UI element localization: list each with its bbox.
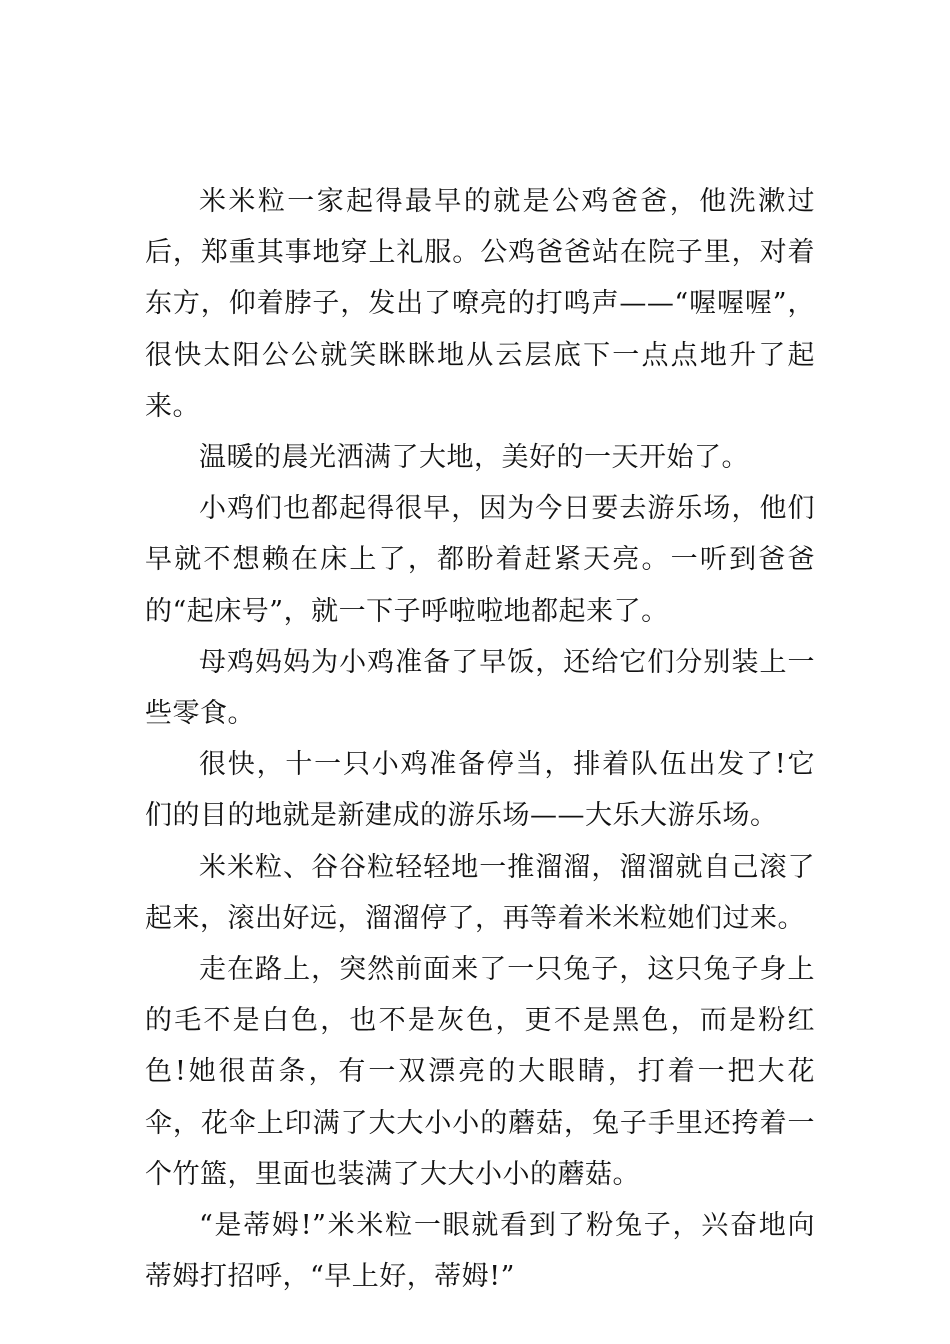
story-text bbox=[145, 176, 815, 1302]
paragraph-3: 小鸡们也都起得很早，因为今日要去游乐场，他们早就不想赖在床上了，都盼着赶紧天亮。一听到爸爸的“起床号”，就一下子呼啦啦地都起来了。 bbox=[145, 493, 815, 627]
paragraph-4: 母鸡妈妈为小鸡准备了早饭，还给它们分别装上一些零食。 bbox=[145, 646, 815, 730]
paragraph-8: “是蒂姆!”米米粒一眼就看到了粉兔子，兴奋地向蒂姆打招呼，“早上好，蒂姆!” bbox=[145, 1210, 815, 1293]
paragraph-6: 米米粒、谷谷粒轻轻地一推溜溜，溜溜就自己滚了起来，滚出好远，溜溜停了，再等着米米粒她们过来。 bbox=[145, 851, 815, 934]
paragraph-1: 米米粒一家起得最早的就是公鸡爸爸，他洗漱过后，郑重其事地穿上礼服。公鸡爸爸站在院子里，对着东方，仰着脖子，发出了嘹亮的打鸣声——“喔喔喔”，很快太阳公公就笑眯眯地从云层底下一点点地升了起来。 bbox=[145, 186, 815, 422]
paragraph-2: 温暖的晨光洒满了大地，美好的一天开始了。 bbox=[199, 442, 749, 474]
paragraph-7: 走在路上，突然前面来了一只兔子，这只兔子身上的毛不是白色，也不是灰色，更不是黑色，而是粉红色!她很苗条，有一双漂亮的大眼睛，打着一把大花伞，花伞上印满了大大小小的蘑菇，兔子手里还挎着一个竹篮，里面也装满了大大小小的蘑菇。 bbox=[145, 954, 815, 1190]
paragraph-5: 很快，十一只小鸡准备停当，排着队伍出发了!它们的目的地就是新建成的游乐场——大乐大游乐场。 bbox=[145, 749, 815, 832]
